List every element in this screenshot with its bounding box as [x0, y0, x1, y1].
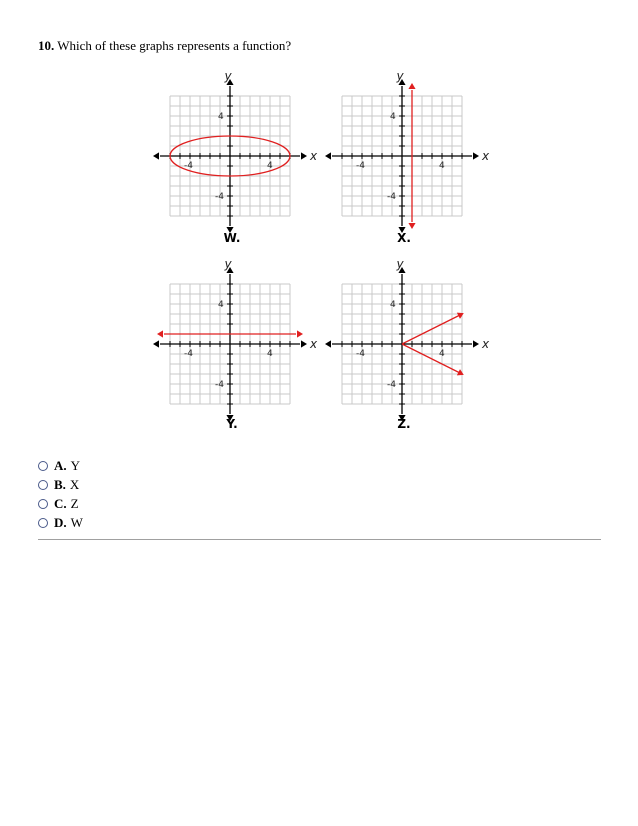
x-axis-arrow	[301, 152, 307, 159]
choice-letter: A.	[54, 457, 67, 473]
x-axis-arrow	[473, 152, 479, 159]
y-axis-label: y	[224, 69, 232, 83]
tick-label: -4	[215, 192, 224, 202]
choice-text: X	[69, 476, 80, 492]
tick-label: 4	[439, 161, 445, 171]
tick-label: -4	[184, 161, 193, 171]
radio-button[interactable]	[38, 461, 48, 471]
answer-choices	[38, 456, 83, 532]
tick-label: 4	[267, 349, 273, 359]
graph-z	[318, 258, 488, 418]
tick-label: 4	[218, 300, 224, 310]
x-axis-arrow	[473, 340, 479, 347]
x-axis-arrow	[301, 340, 307, 347]
curve-arrow	[408, 83, 415, 89]
graph-x	[318, 70, 488, 230]
x-axis-arrow	[153, 152, 159, 159]
curve-arrow	[408, 223, 415, 229]
tick-label: 4	[390, 112, 396, 122]
tick-label: -4	[356, 161, 365, 171]
divider	[38, 539, 601, 540]
x-axis-label: x	[310, 149, 318, 163]
x-axis-arrow	[325, 152, 331, 159]
graph-y-svg	[146, 258, 316, 418]
choice-d[interactable]	[38, 513, 83, 532]
question-prompt: Which of these graphs represents a function?	[57, 38, 292, 53]
choice-text: W	[70, 514, 83, 530]
curve-arrow	[297, 330, 303, 337]
graph-y-caption: Y.	[226, 417, 238, 431]
radio-button[interactable]	[38, 518, 48, 528]
graph-w-svg	[146, 70, 316, 230]
x-axis-arrow	[153, 340, 159, 347]
choice-letter: C.	[54, 495, 67, 511]
tick-label: -4	[356, 349, 365, 359]
graph-w	[146, 70, 316, 230]
graph-y	[146, 258, 316, 418]
choice-letter: D.	[54, 514, 67, 530]
choice-a[interactable]	[38, 456, 83, 475]
x-axis-label: x	[310, 337, 318, 351]
graph-z-caption: Z.	[397, 417, 411, 431]
y-axis-label: y	[396, 69, 404, 83]
tick-label: -4	[215, 380, 224, 390]
choice-letter: B.	[54, 476, 66, 492]
question-text	[38, 38, 291, 54]
y-axis-label: y	[224, 257, 232, 271]
curve-arrow	[157, 330, 163, 337]
x-axis-label: x	[482, 337, 490, 351]
graph-w-caption: W.	[223, 231, 241, 245]
tick-label: 4	[267, 161, 273, 171]
y-axis-label: y	[396, 257, 404, 271]
x-axis-arrow	[325, 340, 331, 347]
graph-x-svg	[318, 70, 488, 230]
graph-z-svg	[318, 258, 488, 418]
radio-button[interactable]	[38, 480, 48, 490]
tick-label: -4	[184, 349, 193, 359]
choice-text: Y	[70, 457, 81, 473]
tick-label: 4	[390, 300, 396, 310]
tick-label: 4	[218, 112, 224, 122]
tick-label: -4	[387, 380, 396, 390]
graph-x-caption: X.	[397, 231, 411, 245]
radio-button[interactable]	[38, 499, 48, 509]
tick-label: 4	[439, 349, 445, 359]
question-number: 10.	[38, 38, 55, 53]
choice-b[interactable]	[38, 475, 83, 494]
choice-text: Z	[70, 495, 79, 511]
tick-label: -4	[387, 192, 396, 202]
x-axis-label: x	[482, 149, 490, 163]
choice-c[interactable]	[38, 494, 83, 513]
